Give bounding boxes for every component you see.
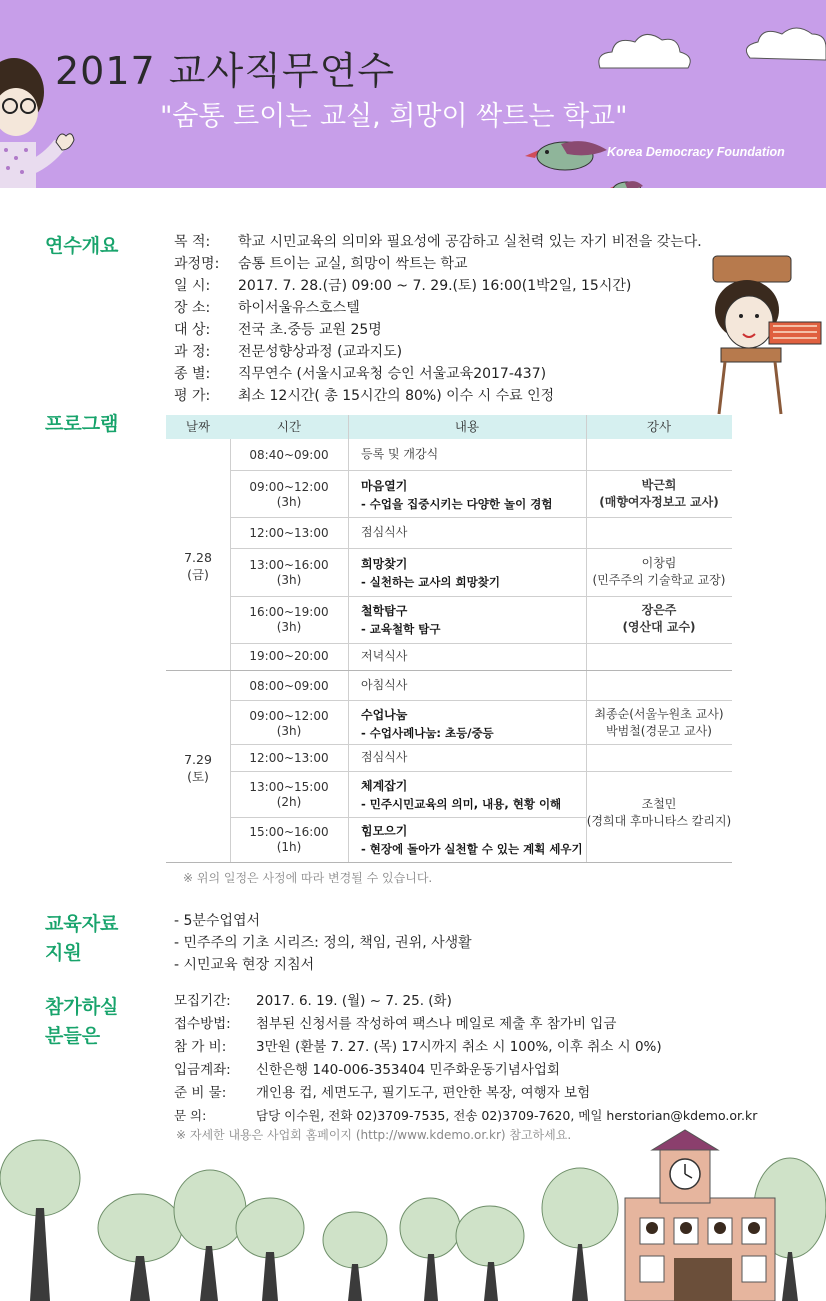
page-subtitle: "숨통 트이는 교실, 희망이 싹트는 학교" [160, 101, 628, 132]
schedule-note: ※ 위의 일정은 사정에 따라 변경될 수 있습니다. [183, 871, 433, 885]
session-time: 08:40~09:00 [249, 448, 329, 462]
session-title: 점심식사 [361, 750, 408, 764]
session-content [361, 822, 586, 858]
overview-row [174, 253, 468, 275]
overview-value: 하이서울유스호스텔 [238, 300, 360, 316]
overview-value: 전문성향상과정 (교과지도) [238, 344, 403, 360]
row-divider [230, 700, 732, 701]
day1-date [166, 549, 230, 583]
day2-weekday: (토) [187, 769, 209, 784]
participant-info-row [174, 1013, 616, 1035]
info-value: 3만원 (환불 7. 27. (목) 17시까지 취소 시 100%, 이후 취소 시 0%) [256, 1039, 662, 1055]
info-value: 2017. 6. 19. (월) ~ 7. 25. (화) [256, 993, 452, 1009]
row-divider [230, 596, 732, 597]
day2-date-value: 7.29 [184, 752, 212, 767]
overview-row [174, 275, 631, 297]
session-desc: - 실천하는 교사의 희망찾기 [361, 575, 500, 589]
info-label: 모집기간: [174, 993, 231, 1009]
teacher-affiliation: (경희대 후마니타스 칼리지) [586, 814, 732, 828]
info-value: 개인용 컵, 세면도구, 필기도구, 편안한 복장, 여행자 보험 [256, 1085, 591, 1101]
row-divider [586, 771, 732, 772]
overview-row [174, 297, 360, 319]
participants-heading-line2: 분들은 [45, 1025, 101, 1048]
overview-label: 대 상: [174, 322, 211, 338]
session-time: 09:00~12:00 [249, 709, 329, 723]
participants-heading [45, 993, 118, 1052]
session-hours: (3h) [276, 495, 302, 509]
row-divider [230, 517, 732, 518]
participant-info-row [174, 1059, 560, 1081]
overview-row [174, 319, 382, 341]
overview-value: 숨통 트이는 교실, 희망이 싹트는 학교 [238, 256, 468, 272]
teacher-affiliation: (민주주의 기술학교 교장) [592, 573, 726, 587]
session-time-block [230, 480, 348, 510]
session-hours: (3h) [276, 573, 302, 587]
overview-label: 과정명: [174, 256, 220, 272]
info-value: 담당 이수원, 전화 02)3709-7535, 전송 02)3709-7620, 메일 herstorian@kdemo.or.kr [256, 1108, 758, 1123]
info-label: 준 비 물: [174, 1085, 227, 1101]
session-desc: - 교육철학 탐구 [361, 622, 441, 636]
teacher-affiliation: (매향여자정보고 교사) [599, 495, 719, 509]
info-label: 접수방법: [174, 1016, 231, 1032]
student-chair-illustration [695, 252, 826, 417]
session-teacher [586, 706, 732, 740]
session-title: 힘모으기 [361, 824, 408, 838]
session-content [361, 555, 586, 591]
overview-value: 직무연수 (서울시교육청 승인 서울교육2017-437) [238, 366, 547, 382]
session-time: 12:00~13:00 [249, 751, 329, 765]
participant-info-row [174, 990, 452, 1012]
session-title: 철학탐구 [361, 604, 408, 618]
session-time: 09:00~12:00 [249, 480, 329, 494]
day1-date-value: 7.28 [184, 550, 212, 565]
session-time: 19:00~20:00 [249, 649, 329, 663]
session-time: 13:00~16:00 [249, 558, 329, 572]
homepage-note: ※ 자세한 내용은 사업회 홈페이지 (http://www.kdemo.or.kr) 참고하세요. [176, 1128, 572, 1142]
teacher-name: 이창림 [641, 556, 677, 570]
session-time-block [230, 605, 348, 635]
materials-heading [45, 910, 118, 969]
overview-label: 종 별: [174, 366, 211, 382]
info-value: 신한은행 140-006-353404 민주화운동기념사업회 [256, 1062, 560, 1078]
participants-heading-line1: 참가하실 [45, 996, 119, 1018]
session-content [361, 777, 586, 813]
overview-label: 평 가: [174, 388, 211, 404]
row-divider [230, 548, 732, 549]
teacher-name: 박근희 [641, 478, 677, 492]
session-time-block [230, 780, 348, 810]
column-header-date: 날짜 [166, 415, 230, 439]
column-divider [348, 415, 349, 863]
session-teacher [586, 477, 732, 511]
info-label: 문 의: [174, 1108, 207, 1123]
day1-weekday: (금) [187, 567, 209, 582]
day-divider [166, 670, 732, 671]
session-content [361, 602, 586, 638]
info-label: 참 가 비: [174, 1039, 227, 1055]
session-title: 점심식사 [361, 525, 408, 539]
overview-label: 장 소: [174, 300, 211, 316]
session-time: 15:00~16:00 [249, 825, 329, 839]
column-header-time: 시간 [230, 415, 348, 439]
page-title: 2017 교사직무연수 [55, 49, 396, 93]
school-building [625, 1130, 775, 1301]
row-divider [230, 744, 732, 745]
session-time: 12:00~13:00 [249, 526, 329, 540]
session-desc: - 수업을 집중시키는 다양한 놀이 경험 [361, 497, 553, 511]
day2-date [166, 751, 230, 785]
participant-info-row [174, 1105, 757, 1127]
table-bottom-border [166, 862, 732, 863]
session-teacher [586, 796, 732, 830]
session-desc: - 민주시민교육의 의미, 내용, 현황 이해 [361, 797, 562, 811]
materials-heading-line2: 지원 [45, 942, 82, 965]
session-title: 수업나눔 [361, 708, 408, 722]
participant-info-row [174, 1082, 590, 1104]
session-teacher [586, 602, 732, 636]
session-time: 13:00~15:00 [249, 780, 329, 794]
overview-row [174, 341, 402, 363]
trees-school-illustration [0, 1128, 826, 1301]
overview-label: 목 적: [174, 234, 211, 250]
session-time-block [230, 825, 348, 855]
row-divider [230, 643, 732, 644]
info-value: 첨부된 신청서를 작성하여 팩스나 메일로 제출 후 참가비 입금 [256, 1016, 617, 1032]
overview-heading: 연수개요 [45, 235, 119, 257]
session-title: 희망찾기 [361, 557, 408, 571]
session-desc: - 수업사례나눔: 초등/중등 [361, 726, 494, 740]
column-header-content: 내용 [348, 415, 586, 439]
session-hours: (3h) [276, 724, 302, 738]
overview-value: 학교 시민교육의 의미와 필요성에 공감하고 실천력 있는 자기 비전을 갖는다. [238, 234, 702, 250]
teacher-name: 최종순(서울누원초 교사) [594, 707, 724, 721]
session-hours: (3h) [276, 620, 302, 634]
overview-label: 과 정: [174, 344, 211, 360]
session-time: 08:00~09:00 [249, 679, 329, 693]
material-item: - 민주주의 기초 시리즈: 정의, 책임, 권위, 사생활 [174, 935, 472, 951]
row-divider [230, 470, 732, 471]
session-title: 저녁식사 [361, 649, 408, 663]
row-divider [230, 771, 586, 772]
session-desc: - 현장에 돌아가 실천할 수 있는 계획 세우기 [361, 842, 583, 856]
session-title: 마음열기 [361, 479, 408, 493]
teacher-affiliation: 박범철(경문고 교사) [606, 724, 712, 738]
session-content [361, 706, 586, 742]
cloud-illustration [590, 18, 826, 78]
overview-value: 2017. 7. 28.(금) 09:00 ~ 7. 29.(토) 16:00(1박2일, 15시간) [238, 278, 632, 294]
schedule-table [166, 415, 732, 863]
info-label: 입금계좌: [174, 1062, 231, 1078]
session-title: 등록 및 개강식 [361, 447, 439, 461]
organization-name: Korea Democracy Foundation [607, 145, 785, 159]
session-hours: (1h) [276, 840, 302, 854]
participant-info-row [174, 1036, 662, 1058]
overview-value: 전국 초.중등 교원 25명 [238, 322, 382, 338]
overview-label: 일 시: [174, 278, 211, 294]
session-time-block [230, 558, 348, 588]
overview-row [174, 231, 702, 253]
material-item: - 시민교육 현장 지침서 [174, 957, 315, 973]
teacher-name: 장은주 [641, 603, 677, 617]
overview-value: 최소 12시간( 총 15시간의 80%) 이수 시 수료 인정 [238, 388, 555, 404]
materials-heading-line1: 교육자료 [45, 913, 119, 935]
teacher-affiliation: (영산대 교수) [622, 620, 696, 634]
session-content [361, 477, 586, 513]
program-heading: 프로그램 [45, 413, 119, 435]
header-banner [0, 0, 826, 188]
session-time-block [230, 709, 348, 739]
column-header-teacher: 강사 [586, 415, 732, 439]
session-time: 16:00~19:00 [249, 605, 329, 619]
session-title: 아침식사 [361, 678, 408, 692]
overview-row [174, 385, 554, 407]
overview-row [174, 363, 546, 385]
session-hours: (2h) [276, 795, 302, 809]
material-item: - 5분수업엽서 [174, 913, 261, 929]
session-teacher [586, 555, 732, 589]
row-divider [230, 817, 586, 818]
teacher-name: 조철민 [641, 797, 677, 811]
session-title: 체계잡기 [361, 779, 408, 793]
